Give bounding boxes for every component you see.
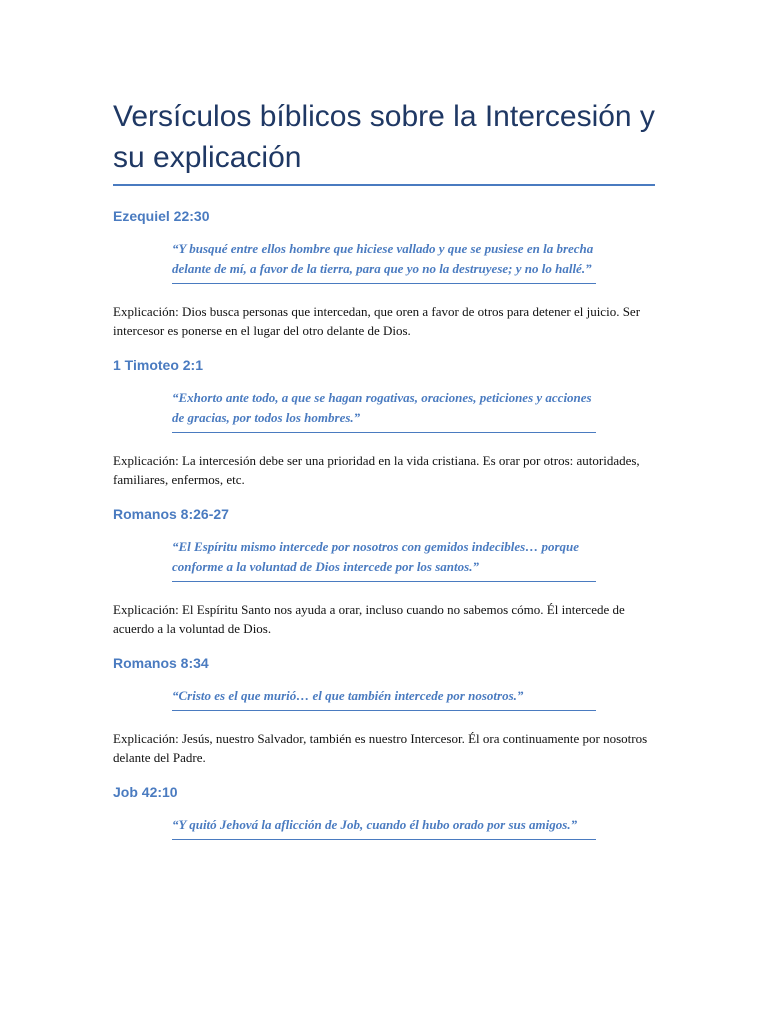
verse-section — [113, 356, 655, 489]
verse-quote-block — [172, 815, 596, 840]
verse-quote: “Cristo es el que murió… el que también intercede por nosotros.” — [172, 688, 524, 703]
verse-section — [113, 783, 655, 840]
verse-quote: “Y busqué entre ellos hombre que hiciese vallado y que se pusiese en la brecha delante de mí, a favor de la tierra, para que yo no la destruyese; y no lo hallé.” — [172, 241, 594, 276]
verse-quote-block — [172, 537, 596, 582]
verse-reference: Ezequiel 22:30 — [113, 208, 210, 224]
verse-quote: “El Espíritu mismo intercede por nosotros con gemidos indecibles… porque conforme a la voluntad de Dios intercede por los santos.” — [172, 539, 579, 574]
verse-reference: Romanos 8:34 — [113, 655, 209, 671]
verse-reference: Job 42:10 — [113, 784, 178, 800]
page-title: Versículos bíblicos sobre la Intercesión y su explicación — [113, 96, 655, 186]
verse-quote: “Y quitó Jehová la aflicción de Job, cuando él hubo orado por sus amigos.” — [172, 817, 578, 832]
document-page — [113, 96, 655, 840]
verse-reference: 1 Timoteo 2:1 — [113, 357, 203, 373]
verse-quote-block — [172, 686, 596, 711]
verse-quote-block — [172, 388, 596, 433]
verse-quote-block — [172, 239, 596, 284]
verse-explanation: Explicación: La intercesión debe ser una prioridad en la vida cristiana. Es orar por otros: autoridades, familiares, enfermos, etc. — [113, 453, 640, 487]
verse-section — [113, 505, 655, 638]
verse-explanation: Explicación: El Espíritu Santo nos ayuda a orar, incluso cuando no sabemos cómo. Él intercede de acuerdo a la voluntad de Dios. — [113, 602, 625, 636]
verse-section — [113, 207, 655, 340]
verse-reference: Romanos 8:26-27 — [113, 506, 229, 522]
verse-section — [113, 654, 655, 767]
verse-explanation: Explicación: Jesús, nuestro Salvador, también es nuestro Intercesor. Él ora continuamente por nosotros delante del Padre. — [113, 731, 648, 765]
verse-quote: “Exhorto ante todo, a que se hagan rogativas, oraciones, peticiones y acciones de gracias, por todos los hombres.” — [172, 390, 592, 425]
verse-explanation: Explicación: Dios busca personas que intercedan, que oren a favor de otros para detener el juicio. Ser intercesor es ponerse en el lugar del otro delante de Dios. — [113, 304, 641, 338]
